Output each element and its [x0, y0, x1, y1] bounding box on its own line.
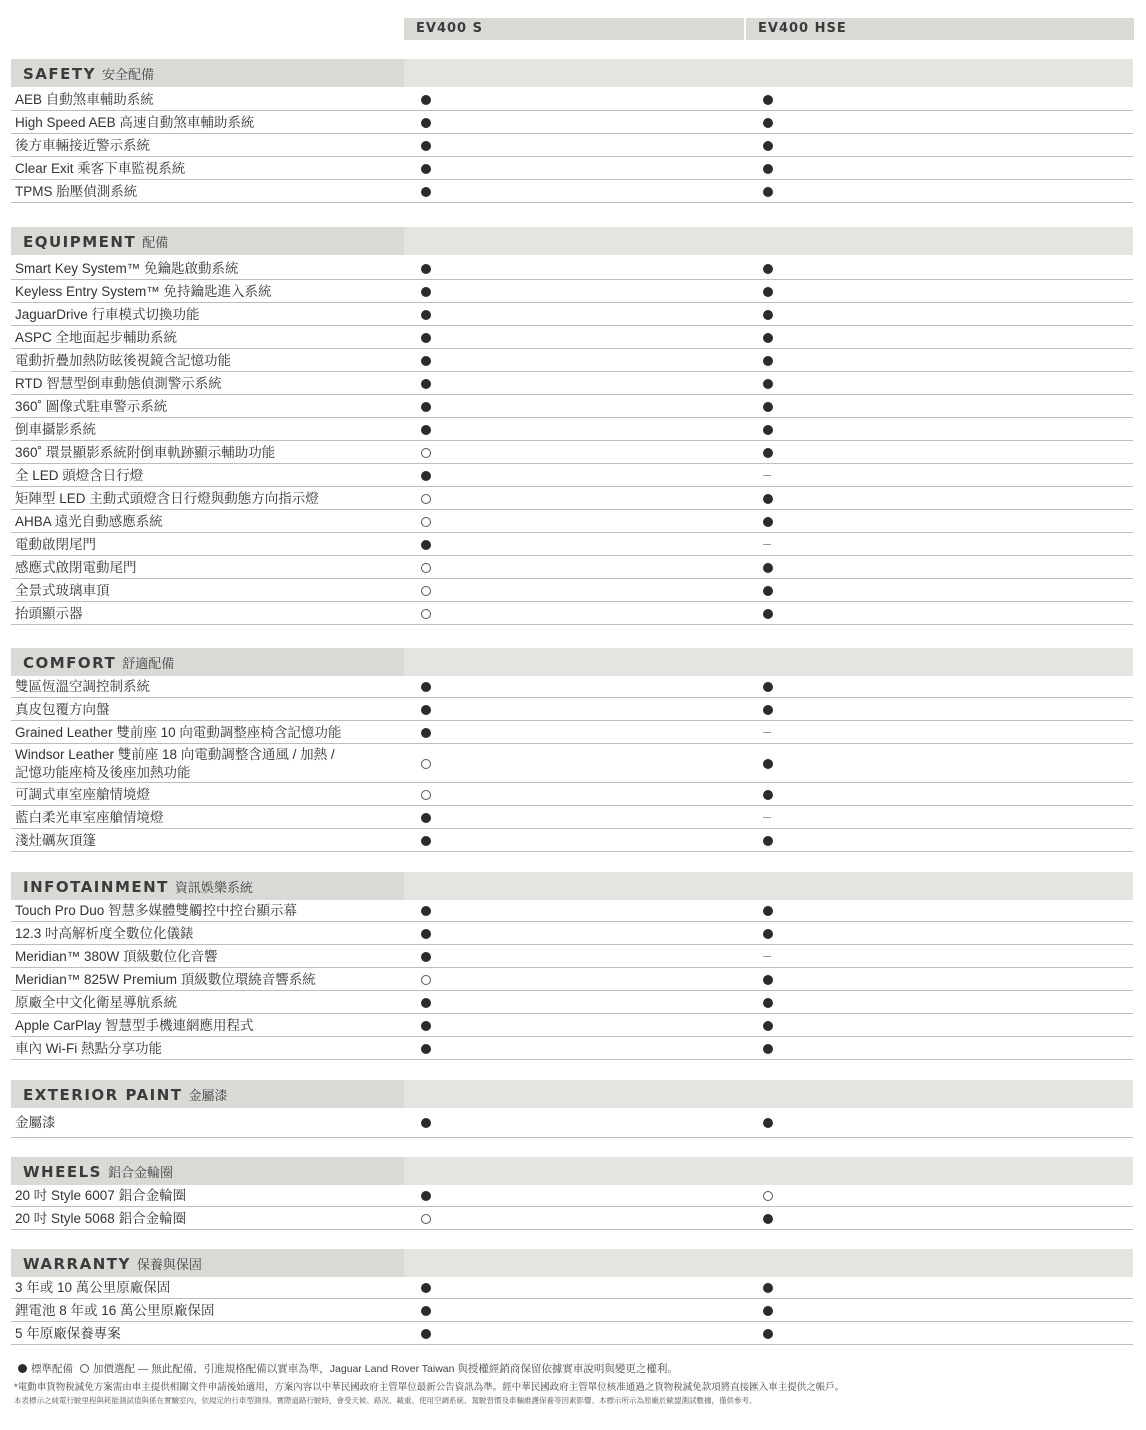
standard-dot-icon	[763, 1306, 773, 1316]
standard-dot-icon	[763, 333, 773, 343]
spec-row	[11, 487, 1133, 510]
standard-dot-icon	[763, 609, 773, 619]
standard-dot-icon	[421, 1021, 431, 1031]
optional-circle-icon	[421, 1214, 431, 1224]
spec-row-label-line: TPMS 胎壓偵測系統	[15, 184, 138, 199]
spec-row-label	[15, 1302, 215, 1320]
standard-dot-icon	[421, 425, 431, 435]
legend	[18, 1361, 678, 1376]
standard-dot-icon	[421, 998, 431, 1008]
spec-row-label	[15, 375, 222, 393]
standard-dot-icon	[421, 1118, 431, 1128]
spec-row	[11, 257, 1133, 280]
spec-row	[11, 1276, 1133, 1299]
standard-dot-icon	[421, 1044, 431, 1054]
optional-circle-icon	[421, 790, 431, 800]
spec-row-label-line: 20 吋 Style 6007 鋁合金輪圈	[15, 1188, 187, 1203]
spec-row-label	[15, 701, 110, 719]
spec-row-label-line: Smart Key System™ 免鑰匙啟動系統	[15, 261, 239, 276]
section-title-zh: 安全配備	[102, 67, 155, 82]
standard-dot-icon	[421, 95, 431, 105]
standard-dot-icon	[763, 836, 773, 846]
section-header-exterior-paint	[11, 1080, 1133, 1108]
spec-row	[11, 395, 1133, 418]
section-title-zh: 資訊娛樂系統	[174, 880, 253, 895]
section-title-en: EQUIPMENT	[23, 233, 137, 251]
spec-row-label-line: 全 LED 頭燈含日行燈	[15, 468, 144, 483]
standard-dot-icon	[763, 998, 773, 1008]
spec-row-label	[15, 1325, 121, 1343]
section-header-infotainment	[11, 872, 1133, 900]
standard-dot-icon	[421, 682, 431, 692]
spec-row-label-line: Grained Leather 雙前座 10 向電動調整座椅含記憶功能	[15, 725, 342, 740]
standard-dot-icon	[763, 517, 773, 527]
spec-row-label-line: 真皮包覆方向盤	[15, 702, 110, 717]
legend-none: — 無此配備，引進規格配備以實車為準，Jaguar Land Rover Taiwan 與授權經銷商保留依據實車說明與變更之權利。	[137, 1363, 678, 1375]
standard-dot-icon	[763, 425, 773, 435]
standard-dot-icon	[763, 705, 773, 715]
spec-row-label-line: 雙區恆溫空調控制系統	[15, 679, 150, 694]
standard-dot-icon	[763, 494, 773, 504]
spec-row-label	[15, 1114, 56, 1132]
section-title	[23, 227, 168, 258]
spec-row-label	[15, 352, 231, 370]
spec-row	[11, 326, 1133, 349]
optional-circle-icon	[421, 448, 431, 458]
legend-optional: 加價選配	[92, 1363, 135, 1375]
spec-row-label	[15, 306, 200, 324]
spec-row-label	[15, 137, 150, 155]
spec-row	[11, 157, 1133, 180]
spec-row	[11, 280, 1133, 303]
spec-row-label-line: 抬頭顯示器	[15, 606, 83, 621]
standard-dot-icon	[763, 164, 773, 174]
spec-row-label	[15, 398, 167, 416]
standard-dot-icon	[18, 1364, 27, 1373]
spec-row-label	[15, 160, 185, 178]
standard-dot-icon	[763, 1283, 773, 1293]
spec-row-label	[15, 444, 275, 462]
spec-row	[11, 1037, 1133, 1060]
not-available-dash-icon	[763, 475, 771, 476]
standard-dot-icon	[763, 975, 773, 985]
spec-row-label-line: Clear Exit 乘客下車監視系統	[15, 161, 186, 176]
column-header-ev400-s: EV400 S	[404, 18, 744, 40]
spec-row-label	[15, 559, 137, 577]
not-available-dash-icon	[763, 544, 771, 545]
footnote-range: 本表標示之純電行駛里程與耗能測試值與係在實驗室內，依規定的行車型測得。實際道路行駛時，會受天候、路況、載重、使用空調系統、駕駛習慣及車輛維護保養等因素影響。本標示所示為原廠於歐盟測試數據，僅供參考。	[14, 1396, 757, 1405]
not-available-dash-icon	[763, 817, 771, 818]
spec-row	[11, 372, 1133, 395]
spec-row	[11, 602, 1133, 625]
standard-dot-icon	[421, 540, 431, 550]
spec-row-label	[15, 786, 150, 804]
spec-row-label	[15, 605, 83, 623]
standard-dot-icon	[421, 813, 431, 823]
standard-dot-icon	[763, 141, 773, 151]
spec-row-label-line: RTD 智慧型倒車動態偵測警示系統	[15, 376, 222, 391]
spec-row-label-line: 記憶功能座椅及後座加熱功能	[15, 765, 191, 780]
spec-row	[11, 464, 1133, 487]
spec-row-label-line: Apple CarPlay 智慧型手機連網應用程式	[15, 1018, 254, 1033]
spec-row-label	[15, 1210, 186, 1228]
spec-row-label	[15, 1279, 170, 1297]
section-title-zh: 配備	[142, 235, 169, 250]
standard-dot-icon	[421, 836, 431, 846]
spec-row-label	[15, 971, 316, 989]
spec-row	[11, 180, 1133, 203]
spec-row-label	[15, 260, 239, 278]
optional-circle-icon	[763, 1191, 773, 1201]
optional-circle-icon	[421, 975, 431, 985]
spec-row-label-line: 鋰電池 8 年或 16 萬公里原廠保固	[15, 1303, 215, 1318]
spec-row-label-line: 3 年或 10 萬公里原廠保固	[15, 1280, 171, 1295]
spec-row-label	[15, 1040, 162, 1058]
section-title-en: WHEELS	[23, 1163, 102, 1181]
section-title-zh: 保養與保固	[136, 1257, 202, 1272]
spec-row-label	[15, 329, 177, 347]
section-title	[23, 1080, 228, 1111]
spec-row-label-line: 5 年原廠保養專案	[15, 1326, 121, 1341]
spec-row-label	[15, 421, 96, 439]
spec-row	[11, 945, 1133, 968]
standard-dot-icon	[763, 1118, 773, 1128]
standard-dot-icon	[763, 379, 773, 389]
standard-dot-icon	[421, 264, 431, 274]
spec-row	[11, 88, 1133, 111]
section-title-zh: 金屬漆	[188, 1088, 228, 1103]
spec-row	[11, 579, 1133, 602]
spec-row	[11, 721, 1133, 744]
spec-row-label	[15, 832, 96, 850]
standard-dot-icon	[763, 118, 773, 128]
spec-row-label	[15, 809, 164, 827]
spec-row	[11, 418, 1133, 441]
section-title-en: COMFORT	[23, 654, 117, 672]
spec-row-label	[15, 678, 150, 696]
spec-row	[11, 533, 1133, 556]
optional-circle-icon	[421, 494, 431, 504]
spec-row-label-line: 360˚ 圖像式駐車警示系統	[15, 399, 168, 414]
standard-dot-icon	[763, 95, 773, 105]
standard-dot-icon	[421, 929, 431, 939]
spec-row-label	[15, 724, 341, 742]
section-title-en: EXTERIOR PAINT	[23, 1086, 183, 1104]
spec-row	[11, 1207, 1133, 1230]
legend-standard: 標準配備	[31, 1363, 73, 1375]
spec-row	[11, 303, 1133, 326]
spec-row	[11, 991, 1133, 1014]
not-available-dash-icon	[763, 956, 771, 957]
spec-row-label-line: JaguarDrive 行車模式切換功能	[15, 307, 200, 322]
spec-row-label	[15, 114, 254, 132]
optional-circle-icon	[421, 586, 431, 596]
spec-row	[11, 441, 1133, 464]
standard-dot-icon	[763, 310, 773, 320]
standard-dot-icon	[763, 402, 773, 412]
spec-row	[11, 675, 1133, 698]
section-title-en: SAFETY	[23, 65, 96, 83]
standard-dot-icon	[421, 141, 431, 151]
spec-row-label-line: 電動折疊加熱防眩後視鏡含記憶功能	[15, 353, 231, 368]
spec-row	[11, 899, 1133, 922]
standard-dot-icon	[421, 118, 431, 128]
standard-dot-icon	[763, 929, 773, 939]
column-header-ev400-hse: EV400 HSE	[746, 18, 1134, 40]
spec-row	[11, 556, 1133, 579]
standard-dot-icon	[421, 1283, 431, 1293]
spec-row-label-line: Windsor Leather 雙前座 18 向電動調整含通風 / 加熱 /	[15, 747, 335, 762]
spec-row-label-line: 360˚ 環景顯影系統附倒車軌跡顯示輔助功能	[15, 445, 276, 460]
standard-dot-icon	[421, 1191, 431, 1201]
standard-dot-icon	[763, 563, 773, 573]
standard-dot-icon	[421, 402, 431, 412]
standard-dot-icon	[421, 471, 431, 481]
standard-dot-icon	[421, 1306, 431, 1316]
standard-dot-icon	[421, 952, 431, 962]
standard-dot-icon	[421, 287, 431, 297]
spec-row-label-line: 可調式車室座艙情境燈	[15, 787, 150, 802]
standard-dot-icon	[763, 586, 773, 596]
spec-row-label-line: 淺灶礪灰頂篷	[15, 833, 96, 848]
standard-dot-icon	[763, 287, 773, 297]
spec-row	[11, 1184, 1133, 1207]
standard-dot-icon	[763, 682, 773, 692]
spec-row-label	[15, 467, 143, 485]
spec-row-label	[15, 925, 194, 943]
standard-dot-icon	[763, 1329, 773, 1339]
footnote-tax: *電動車貨物稅減免方案需由車主提供相關文件申請後始適用，方案內容以中華民國政府主管單位最新公告資訊為準。經中華民國政府主管單位核准通過之貨物稅減免款項將直接匯入車主提供之帳戶。	[14, 1382, 845, 1393]
spec-row-label-line: 20 吋 Style 5068 鋁合金輪圈	[15, 1211, 187, 1226]
standard-dot-icon	[421, 187, 431, 197]
spec-row-label-line: AEB 自動煞車輔助系統	[15, 92, 154, 107]
spec-row-label-line: 車內 Wi-Fi 熱點分享功能	[15, 1041, 162, 1056]
spec-row-label	[15, 513, 163, 531]
spec-row-label-line: Keyless Entry System™ 免持鑰匙進入系統	[15, 284, 272, 299]
standard-dot-icon	[421, 379, 431, 389]
section-title-en: INFOTAINMENT	[23, 878, 169, 896]
section-title-en: WARRANTY	[23, 1255, 131, 1273]
optional-circle-icon	[421, 609, 431, 619]
standard-dot-icon	[763, 906, 773, 916]
spec-row-label	[15, 91, 154, 109]
spec-row	[11, 1014, 1133, 1037]
spec-row	[11, 1322, 1133, 1345]
spec-row-label	[15, 283, 272, 301]
spec-row	[11, 134, 1133, 157]
optional-circle-icon	[421, 517, 431, 527]
spec-row-label	[15, 183, 137, 201]
standard-dot-icon	[763, 759, 773, 769]
standard-dot-icon	[421, 356, 431, 366]
spec-row-label	[15, 536, 96, 554]
optional-circle-icon	[421, 759, 431, 769]
spec-row	[11, 111, 1133, 134]
spec-row-label-line: Meridian™ 825W Premium 頂級數位環繞音響系統	[15, 972, 316, 987]
standard-dot-icon	[421, 1329, 431, 1339]
spec-row-label-line: 後方車輛接近警示系統	[15, 138, 150, 153]
spec-row	[11, 783, 1133, 806]
spec-row-label-line: High Speed AEB 高速自動煞車輔助系統	[15, 115, 255, 130]
spec-row-label-line: ASPC 全地面起步輔助系統	[15, 330, 178, 345]
standard-dot-icon	[763, 1214, 773, 1224]
spec-row	[11, 698, 1133, 721]
standard-dot-icon	[421, 164, 431, 174]
spec-row-label	[15, 994, 177, 1012]
spec-row-label-line: 原廠全中文化衛星導航系統	[15, 995, 177, 1010]
spec-row-label	[15, 1017, 254, 1035]
spec-row-label-line: 倒車攝影系統	[15, 422, 96, 437]
spec-row-label-line: Meridian™ 380W 頂級數位化音響	[15, 949, 218, 964]
standard-dot-icon	[421, 728, 431, 738]
not-available-dash-icon	[763, 732, 771, 733]
spec-row	[11, 806, 1133, 829]
spec-row	[11, 744, 1133, 783]
spec-row-label	[15, 746, 335, 782]
section-header-safety	[11, 59, 1133, 87]
optional-circle-icon	[80, 1364, 89, 1373]
spec-row-label-line: 感應式啟閉電動尾門	[15, 560, 137, 575]
spec-row-label-line: 藍白柔光車室座艙情境燈	[15, 810, 164, 825]
spec-row-label-line: 電動啟閉尾門	[15, 537, 96, 552]
section-title-zh: 舒適配備	[122, 656, 175, 671]
section-title-zh: 鋁合金輪圈	[107, 1165, 173, 1180]
standard-dot-icon	[421, 333, 431, 343]
spec-row	[11, 968, 1133, 991]
section-header-equipment	[11, 227, 1133, 255]
spec-row-label-line: 12.3 吋高解析度全數位化儀錶	[15, 926, 194, 941]
spec-row-label	[15, 902, 297, 920]
spec-row	[11, 1108, 1133, 1138]
spec-row-label	[15, 490, 319, 508]
spec-row-label-line: 矩陣型 LED 主動式頭燈含日行燈與動態方向指示燈	[15, 491, 319, 506]
section-header-comfort	[11, 648, 1133, 676]
section-header-wheels	[11, 1157, 1133, 1185]
spec-row-label	[15, 948, 218, 966]
spec-row-label-line: 金屬漆	[15, 1115, 56, 1130]
spec-row	[11, 922, 1133, 945]
spec-row	[11, 349, 1133, 372]
standard-dot-icon	[763, 448, 773, 458]
spec-row	[11, 829, 1133, 852]
standard-dot-icon	[763, 790, 773, 800]
spec-row-label-line: AHBA 遠光自動感應系統	[15, 514, 163, 529]
spec-row	[11, 1299, 1133, 1322]
standard-dot-icon	[763, 356, 773, 366]
spec-row-label-line: 全景式玻璃車頂	[15, 583, 110, 598]
standard-dot-icon	[763, 1021, 773, 1031]
standard-dot-icon	[421, 705, 431, 715]
section-title	[23, 59, 154, 90]
optional-circle-icon	[421, 563, 431, 573]
spec-row-label	[15, 582, 110, 600]
standard-dot-icon	[421, 310, 431, 320]
section-header-warranty	[11, 1249, 1133, 1277]
standard-dot-icon	[421, 906, 431, 916]
standard-dot-icon	[763, 264, 773, 274]
standard-dot-icon	[763, 187, 773, 197]
standard-dot-icon	[763, 1044, 773, 1054]
spec-row	[11, 510, 1133, 533]
spec-row-label	[15, 1187, 186, 1205]
spec-row-label-line: Touch Pro Duo 智慧多媒體雙觸控中控台顯示幕	[15, 903, 298, 918]
